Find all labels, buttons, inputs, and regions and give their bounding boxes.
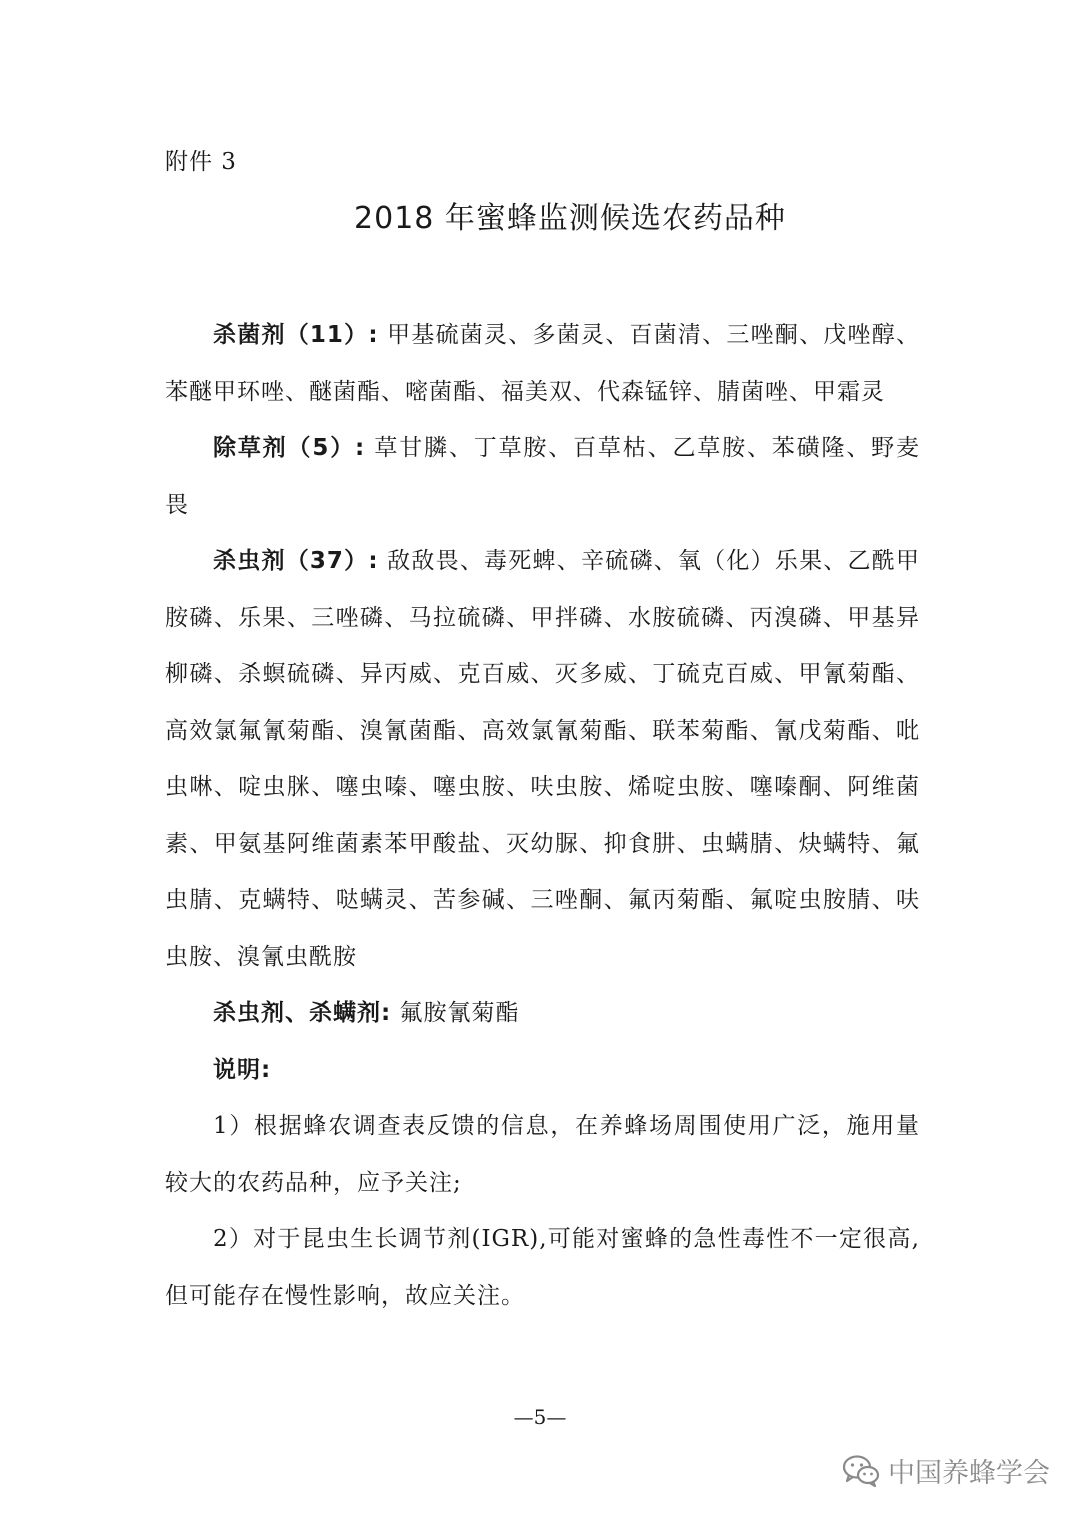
note-item: 2）对于昆虫生长调节剂(IGR),可能对蜜蜂的急性毒性不一定很高,但可能存在慢性影响，故应关注。 xyxy=(165,1226,920,1309)
herbicide-list: 草甘膦、丁草胺、百草枯、乙草胺、苯磺隆、野麦畏 xyxy=(165,435,920,518)
note-item: 1）根据蜂农调查表反馈的信息，在养蜂场周围使用广泛，施用量较大的农药品种，应予关注; xyxy=(165,1113,920,1196)
page-number: —5— xyxy=(513,1405,567,1429)
notes-heading-paragraph xyxy=(165,1042,920,1099)
fungicide-label: 杀菌剂（11）: xyxy=(213,322,379,348)
herbicide-paragraph xyxy=(165,420,920,533)
insecticide-label: 杀虫剂（37）: xyxy=(213,548,379,574)
watermark xyxy=(842,1451,1050,1490)
watermark-text: 中国养蜂学会 xyxy=(888,1458,1050,1489)
attachment-label: 附件 3 xyxy=(165,149,237,175)
insecticide-list: 敌敌畏、毒死蜱、辛硫磷、氧（化）乐果、乙酰甲胺磷、乐果、三唑磷、马拉硫磷、甲拌磷、水胺硫磷、丙溴磷、甲基异柳磷、杀螟硫磷、异丙威、克百威、灭多威、丁硫克百威、甲氰菊酯、高效氯氟氰菊酯、溴氰菌酯、高效氯氰菊酯、联苯菊酯、氰戊菊酯、吡虫啉、啶虫脒、噻虫嗪、噻虫胺、呋虫胺、烯啶虫胺、噻嗪酮、阿维菌素、甲氨基阿维菌素苯甲酸盐、灭幼脲、抑食肼、虫螨腈、炔螨特、氟虫腈、克螨特、哒螨灵、苦参碱、三唑酮、氟丙菊酯、氟啶虫胺腈、呋虫胺、溴氰虫酰胺 xyxy=(165,548,920,970)
insecticide-paragraph xyxy=(165,533,920,985)
herbicide-label: 除草剂（5）: xyxy=(213,435,366,461)
document-title: 2018 年蜜蜂监测候选农药品种 xyxy=(354,201,786,236)
insecticide-acaricide-list: 氟胺氰菊酯 xyxy=(391,1000,520,1026)
fungicide-paragraph xyxy=(165,307,920,420)
notes-heading: 说明: xyxy=(213,1056,272,1083)
document-body xyxy=(165,307,920,1324)
wechat-icon xyxy=(842,1454,880,1488)
fungicide-list: 甲基硫菌灵、多菌灵、百菌清、三唑酮、戊唑醇、苯醚甲环唑、醚菌酯、嘧菌酯、福美双、代森锰锌、腈菌唑、甲霜灵 xyxy=(165,322,920,405)
insecticide-acaricide-label: 杀虫剂、杀螨剂: xyxy=(213,1000,392,1026)
insecticide-acaricide-paragraph xyxy=(165,985,920,1042)
